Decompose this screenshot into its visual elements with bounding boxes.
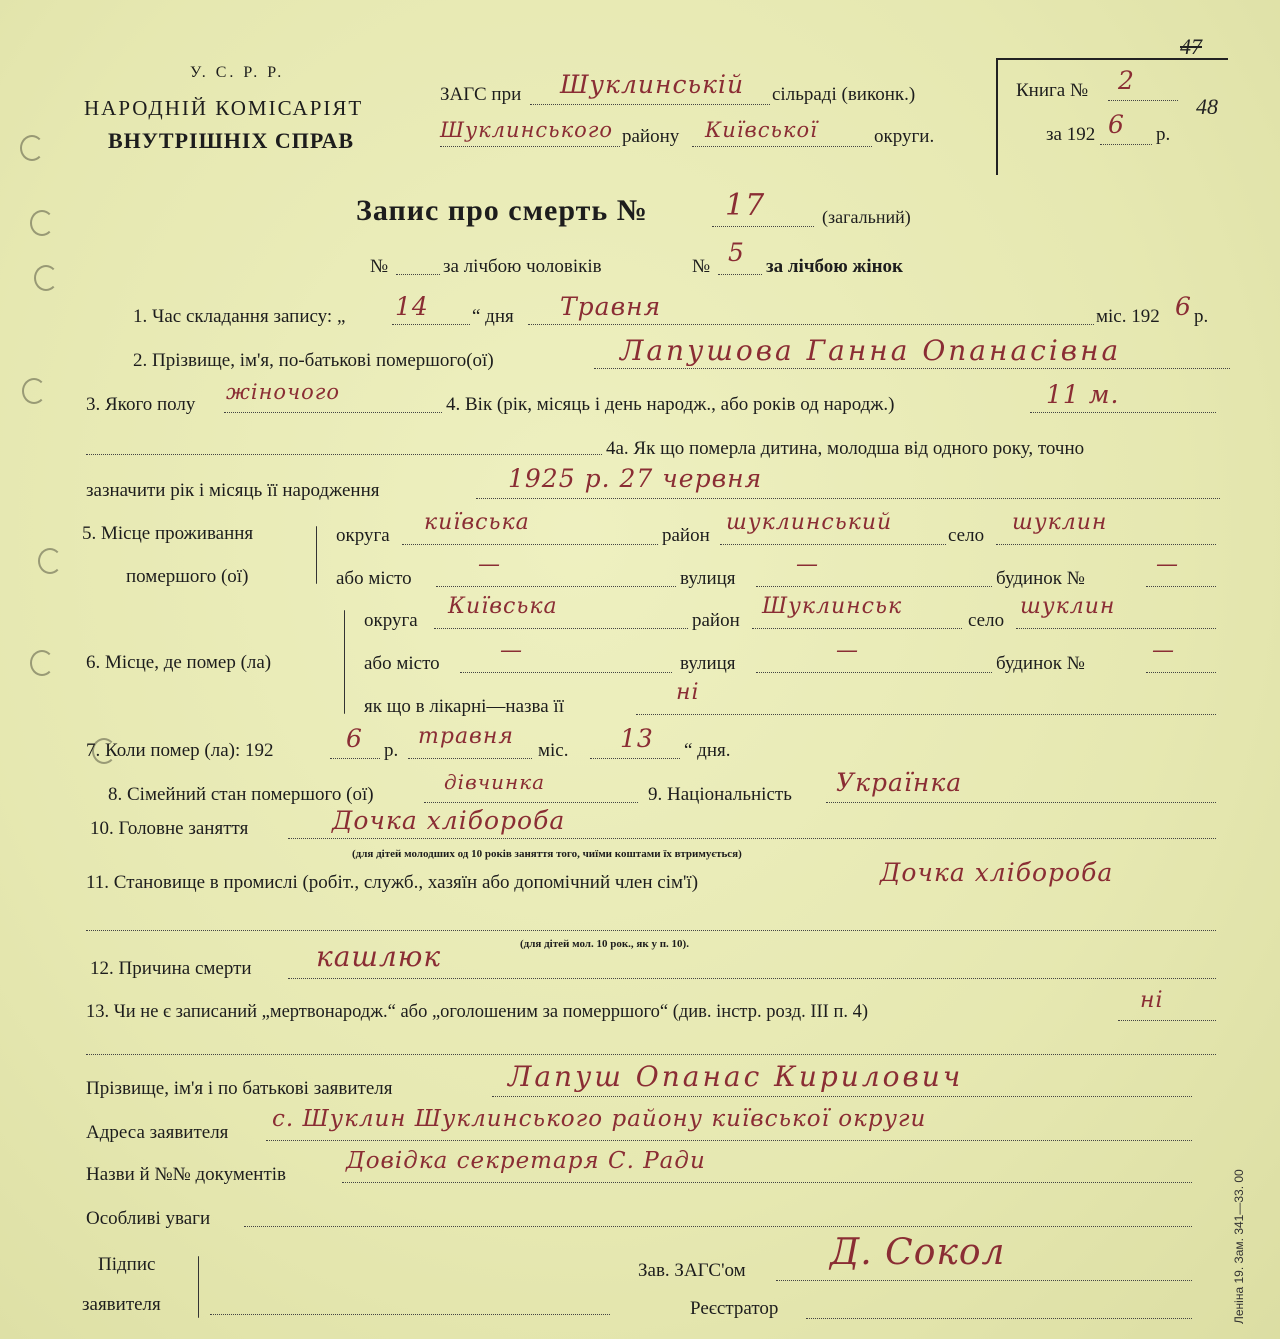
rayonu-line (440, 146, 620, 147)
f4a-label: 4а. Як що померла дитина, молодша від одного року, точно (606, 438, 1085, 459)
zags-value: Шуклинській (560, 70, 745, 99)
binder-hole (38, 548, 62, 574)
f5-okruha-line (402, 544, 658, 545)
f6-rayon-line (752, 628, 962, 629)
f1-mid: “ дня (472, 306, 514, 327)
f5-label: 5. Місце проживання (82, 523, 254, 544)
applicant-sign-line (210, 1314, 610, 1315)
f5-okruha-value: київська (424, 510, 530, 535)
f6-okruha-value: Київська (448, 594, 558, 619)
f13-line (1118, 1020, 1216, 1021)
f6-budynok-label: будинок № (996, 653, 1085, 674)
f6-brace (344, 610, 345, 714)
men-text: за лічбою чоловіків (443, 256, 602, 277)
f5-budynok-value: — (1156, 552, 1179, 577)
f6-okruha-line (434, 628, 688, 629)
f4a-label2: зазначити рік і місяць її народження (86, 480, 380, 501)
binder-hole (30, 650, 54, 676)
f1-month-line (528, 324, 1094, 325)
year-value: 6 (1108, 110, 1125, 139)
address-value: с. Шуклин Шуклинського району київської округи (272, 1106, 927, 1132)
f6-budynok-line (1146, 672, 1216, 673)
printer-imprint: Леніна 19. Зам. 341—33. 00 (1232, 1169, 1246, 1324)
rayonu-label: району (622, 126, 680, 147)
f5-vulytsia-value: — (796, 552, 819, 577)
f5-vulytsia-line (756, 586, 992, 587)
f11-note: (для дітей мол. 10 рок., як у п. 10). (520, 938, 689, 950)
f11-value: Дочка хлібороба (880, 858, 1114, 887)
f6-misto-line (460, 672, 672, 673)
address-line (266, 1140, 1192, 1141)
f5-vulytsia-label: вулиця (680, 568, 736, 589)
record-general: (загальний) (822, 207, 911, 227)
f6-vulytsia-line (756, 672, 992, 673)
women-text: за лічбою жінок (766, 256, 904, 277)
f9-line (826, 802, 1216, 803)
registrar-line (806, 1318, 1192, 1319)
f5-rayon-line (720, 544, 946, 545)
f5-budynok-line (1146, 586, 1216, 587)
f4-line (1030, 412, 1216, 413)
zav-label: Зав. ЗАГС'ом (638, 1260, 746, 1281)
year-label: за 192 (1046, 124, 1096, 145)
okruhy-line (692, 146, 872, 147)
year-suffix: р. (1156, 124, 1171, 145)
f10-line (288, 838, 1216, 839)
book-label: Книга № (1016, 80, 1089, 101)
registrar-label: Реєстратор (690, 1298, 779, 1319)
f5-rayon-label: район (662, 525, 710, 546)
docs-line (342, 1182, 1192, 1183)
women-no-line (718, 274, 762, 275)
record-title: Запис про смерть № (356, 194, 648, 227)
f7-dnia: “ дня. (684, 740, 731, 761)
f12-label: 12. Причина смерти (90, 958, 252, 979)
f5-budynok-label: будинок № (996, 568, 1085, 589)
book-line (1108, 100, 1178, 101)
f5-selo-value: шуклин (1012, 510, 1108, 535)
f9-label: 9. Національність (648, 784, 792, 805)
f5-misto-value: — (478, 552, 501, 577)
f8-value: дівчинка (444, 770, 546, 794)
f6-label: 6. Місце, де помер (ла) (86, 652, 272, 673)
f1-suffix: міс. 192 (1096, 306, 1160, 327)
f12-value: кашлюк (316, 940, 442, 973)
f2-label: 2. Прізвище, ім'я, по-батькові помершого(ої) (133, 350, 494, 371)
book-value: 2 (1118, 66, 1135, 95)
f4-label: 4. Вік (рік, місяць і день народж., або років од народж.) (446, 394, 895, 415)
f4-value: 11 м. (1046, 380, 1120, 409)
applicant-value: Лапуш Опанас Кирилович (508, 1060, 964, 1093)
address-label: Адреса заявителя (86, 1122, 229, 1143)
f2-line (594, 368, 1230, 369)
f6-budynok-value: — (1152, 638, 1175, 663)
women-no-label: № (692, 256, 711, 277)
f13-label: 13. Чи не є записаний „мертвонародж.“ або „оголошеним за померршого“ (див. інстр. розд. ІІІ п. 4) (86, 1002, 869, 1022)
notes-line (244, 1226, 1192, 1227)
f7-month: травня (418, 724, 514, 749)
f5-misto-label: або місто (336, 568, 412, 589)
f7-label: 7. Коли помер (ла): 192 (86, 740, 274, 761)
f5-okruha-label: округа (336, 525, 390, 546)
f7-r: р. (384, 740, 399, 761)
f7-year-line (330, 758, 380, 759)
f5-label2: помершого (ої) (126, 566, 249, 587)
f6-likarnia-line (636, 714, 1216, 715)
f12-line (288, 978, 1216, 979)
sign-brace (198, 1256, 199, 1318)
f10-label: 10. Головне заняття (90, 818, 249, 839)
f6-likarnia-value: ні (676, 680, 700, 705)
f3-label: 3. Якого полу (86, 394, 196, 415)
book-corner-top: 47 (1180, 34, 1202, 59)
okruhy-value: Київської (705, 118, 818, 142)
f6-selo-line (1016, 628, 1216, 629)
f4a-line (476, 498, 1220, 499)
f3-line (224, 412, 442, 413)
f1-month: Травня (560, 292, 662, 321)
men-no-line (396, 274, 440, 275)
silradi-label: сільраді (виконк.) (772, 84, 916, 105)
applicant-line (492, 1096, 1192, 1097)
f13-line2 (86, 1054, 1216, 1055)
f6-misto-value: — (500, 638, 523, 663)
f6-rayon-value: Шуклинськ (762, 594, 903, 619)
f7-mis: міс. (538, 740, 569, 761)
f6-selo-value: шуклин (1020, 594, 1116, 619)
sign-label-1: Підпис (98, 1254, 156, 1275)
f6-okruha-label: округа (364, 610, 418, 631)
zav-signature: Д. Сокол (830, 1232, 1006, 1273)
f5-selo-label: село (948, 525, 985, 546)
f6-likarnia-label: як що в лікарні—назва її (364, 696, 564, 717)
f1-label: 1. Час складання запису: „ (133, 306, 346, 327)
rayonu-value: Шуклинського (440, 118, 614, 142)
f8-label: 8. Сімейний стан помершого (ої) (108, 784, 374, 805)
f5-rayon-value: шуклинський (726, 510, 893, 535)
f6-selo-label: село (968, 610, 1005, 631)
binder-hole (34, 265, 58, 291)
f13-value: ні (1140, 988, 1164, 1013)
f10-value: Дочка хлібороба (332, 806, 566, 835)
notes-label: Особливі уваги (86, 1208, 211, 1229)
usrr-heading: У. С. Р. Р. (190, 64, 285, 81)
f5-brace (316, 526, 317, 584)
f1-day: 14 (395, 292, 429, 321)
f8-line (424, 802, 638, 803)
okruhy-label: округи. (874, 126, 935, 147)
record-number-line (712, 226, 814, 227)
f7-day-line (590, 758, 680, 759)
f6-vulytsia-label: вулиця (680, 653, 736, 674)
f4a-value: 1925 р. 27 червня (508, 464, 763, 493)
f2-value: Лапушова Ганна Опанасівна (620, 334, 1122, 367)
sign-label-2: заявителя (82, 1294, 161, 1315)
f7-year: 6 (346, 724, 363, 753)
applicant-label: Прізвище, ім'я і по батькові заявителя (86, 1078, 393, 1099)
docs-label: Назви й №№ документів (86, 1164, 287, 1185)
f7-day: 13 (620, 724, 654, 753)
f1-end: р. (1194, 306, 1209, 327)
f9-value: Українка (836, 768, 963, 797)
f3-value: жіночого (226, 380, 341, 404)
year-line (1100, 144, 1152, 145)
binder-hole (30, 210, 54, 236)
women-no-value: 5 (728, 238, 745, 267)
f10-note: (для дітей молодших од 10 років заняття того, чиїми коштами їх втримується) (352, 848, 742, 860)
men-no-label: № (370, 256, 389, 277)
f11-line (86, 930, 1216, 931)
f1-year: 6 (1175, 292, 1192, 321)
f7-month-line (408, 758, 532, 759)
commissariat-heading: НАРОДНІЙ КОМІСАРІЯТ (84, 96, 364, 120)
zags-label: ЗАГС при (440, 84, 522, 105)
f5-misto-line (436, 586, 676, 587)
f11-label: 11. Становище в промислі (робіт., служб., хазяїн або допомічний член сім'ї) (86, 872, 699, 893)
record-number: 17 (725, 188, 766, 223)
f6-rayon-label: район (692, 610, 740, 631)
zav-line (776, 1280, 1192, 1281)
f6-vulytsia-value: — (836, 638, 859, 663)
zags-line (530, 104, 770, 105)
book-corner-bottom: 48 (1196, 94, 1218, 119)
f6-misto-label: або місто (364, 653, 440, 674)
ministry-heading: ВНУТРІШНІХ СПРАВ (108, 128, 355, 153)
f5-selo-line (996, 544, 1216, 545)
binder-hole (20, 135, 44, 161)
binder-hole (22, 378, 46, 404)
docs-value: Довідка секретаря С. Ради (346, 1148, 706, 1174)
f4a-line-pre (86, 454, 602, 455)
f1-day-line (392, 324, 470, 325)
